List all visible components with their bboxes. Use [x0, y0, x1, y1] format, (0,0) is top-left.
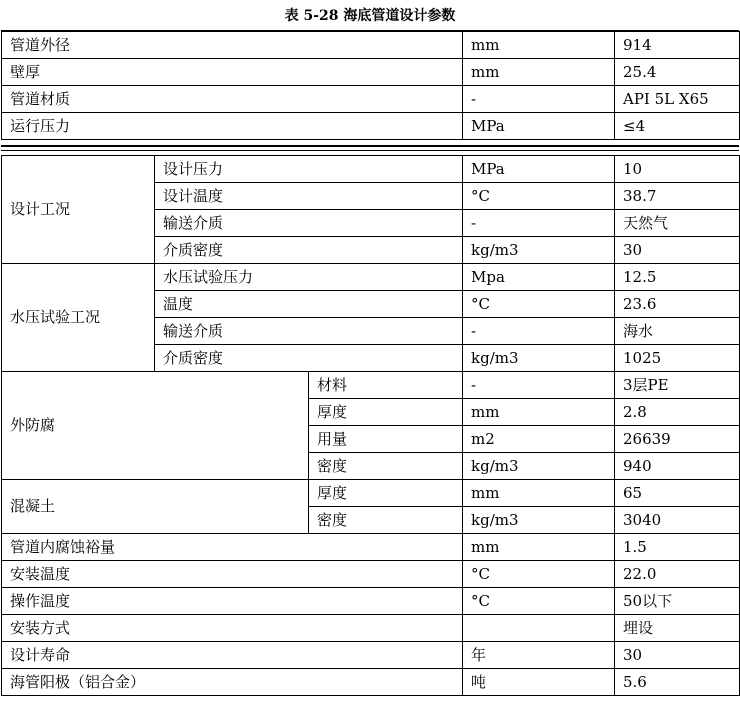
param-value: 23.6 [615, 291, 740, 318]
param-name: 介质密度 [155, 237, 463, 264]
param-value: 914 [615, 32, 740, 59]
table-row [2, 264, 740, 291]
param-unit: 吨 [463, 669, 615, 696]
table-row [2, 642, 740, 669]
param-name: 输送介质 [155, 318, 463, 345]
param-name: 设计温度 [155, 183, 463, 210]
param-name: 用量 [309, 426, 463, 453]
param-value: 5.6 [615, 669, 740, 696]
param-value: 海水 [615, 318, 740, 345]
table-caption: 表 5-28 海底管道设计参数 [284, 8, 456, 24]
table-row [2, 588, 740, 615]
param-name: 密度 [309, 453, 463, 480]
param-name: 水压试验压力 [155, 264, 463, 291]
param-value: 38.7 [615, 183, 740, 210]
param-name: 管道内腐蚀裕量 [2, 534, 463, 561]
group-label: 设计工况 [2, 156, 155, 264]
table-row [2, 534, 740, 561]
param-name: 海管阳极（铝合金） [2, 669, 463, 696]
param-name: 温度 [155, 291, 463, 318]
param-name: 设计压力 [155, 156, 463, 183]
table-row [2, 561, 740, 588]
table-row [2, 372, 740, 399]
param-unit: 年 [463, 642, 615, 669]
table-row [2, 113, 740, 140]
param-value: ≤4 [615, 113, 740, 140]
param-unit: kg/m3 [463, 453, 615, 480]
param-unit [463, 615, 615, 642]
param-name: 壁厚 [2, 59, 463, 86]
param-value: 22.0 [615, 561, 740, 588]
param-value: 1025 [615, 345, 740, 372]
param-unit: mm [463, 32, 615, 59]
param-unit: m2 [463, 426, 615, 453]
param-unit: kg/m3 [463, 237, 615, 264]
param-unit: °C [463, 183, 615, 210]
param-unit: Mpa [463, 264, 615, 291]
param-unit: °C [463, 561, 615, 588]
param-name: 操作温度 [2, 588, 463, 615]
param-unit: mm [463, 480, 615, 507]
param-unit: °C [463, 291, 615, 318]
param-value: 1.5 [615, 534, 740, 561]
table-row [2, 669, 740, 696]
param-unit: - [463, 210, 615, 237]
param-value: 3040 [615, 507, 740, 534]
param-value: 940 [615, 453, 740, 480]
table-row [2, 86, 740, 113]
table-row [2, 480, 740, 507]
detail-params-table [1, 155, 740, 696]
param-name: 设计寿命 [2, 642, 463, 669]
param-unit: - [463, 86, 615, 113]
param-value: 30 [615, 642, 740, 669]
param-value: 65 [615, 480, 740, 507]
param-value: 12.5 [615, 264, 740, 291]
param-name: 介质密度 [155, 345, 463, 372]
param-unit: - [463, 372, 615, 399]
param-unit: mm [463, 399, 615, 426]
param-name: 安装温度 [2, 561, 463, 588]
param-unit: °C [463, 588, 615, 615]
param-value: 50以下 [615, 588, 740, 615]
param-value: 2.8 [615, 399, 740, 426]
basic-params-table [1, 31, 740, 140]
table-row [2, 615, 740, 642]
param-name: 管道材质 [2, 86, 463, 113]
param-name: 材料 [309, 372, 463, 399]
param-value: 埋设 [615, 615, 740, 642]
group-label: 混凝土 [2, 480, 309, 534]
param-value: 30 [615, 237, 740, 264]
param-value: 25.4 [615, 59, 740, 86]
param-name: 输送介质 [155, 210, 463, 237]
param-value: API 5L X65 [615, 86, 740, 113]
param-name: 管道外径 [2, 32, 463, 59]
param-unit: kg/m3 [463, 345, 615, 372]
param-unit: mm [463, 59, 615, 86]
param-unit: mm [463, 534, 615, 561]
section-divider [1, 145, 739, 151]
param-unit: - [463, 318, 615, 345]
table-row [2, 32, 740, 59]
param-name: 安装方式 [2, 615, 463, 642]
table-row [2, 156, 740, 183]
param-unit: kg/m3 [463, 507, 615, 534]
param-name: 密度 [309, 507, 463, 534]
param-unit: MPa [463, 156, 615, 183]
param-value: 3层PE [615, 372, 740, 399]
param-name: 厚度 [309, 399, 463, 426]
group-label: 水压试验工况 [2, 264, 155, 372]
table-row [2, 59, 740, 86]
param-name: 运行压力 [2, 113, 463, 140]
param-value: 26639 [615, 426, 740, 453]
param-unit: MPa [463, 113, 615, 140]
param-name: 厚度 [309, 480, 463, 507]
param-value: 10 [615, 156, 740, 183]
param-value: 天然气 [615, 210, 740, 237]
group-label: 外防腐 [2, 372, 309, 480]
